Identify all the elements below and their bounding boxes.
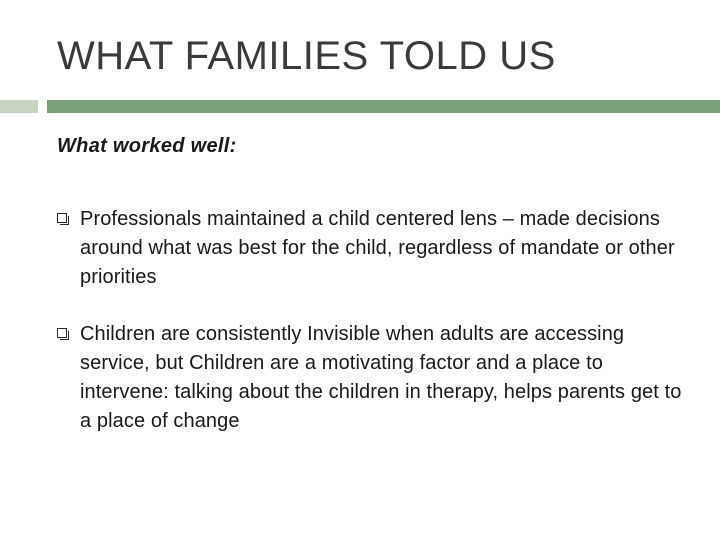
bullet-item — [57, 320, 697, 436]
square-bullet-icon — [57, 328, 67, 338]
bullet-text: Professionals maintained a child centered lens – made decisions around what was best for the child, regardless of mandate or other priorities — [80, 208, 675, 288]
title-rule-right-divider — [47, 100, 720, 113]
slide-title: WHAT FAMILIES TOLD US — [57, 34, 556, 78]
bullet-text: Children are consistently Invisible when adults are accessing service, but Children are a motivating factor and a place to intervene: talking about the children in therapy, helps parents get to a place of change — [80, 323, 682, 432]
title-rule-left-divider — [0, 100, 38, 113]
subheading: What worked well: — [57, 135, 237, 157]
bullet-item — [57, 205, 697, 292]
square-bullet-icon — [57, 213, 67, 223]
bullet-list — [57, 205, 697, 464]
